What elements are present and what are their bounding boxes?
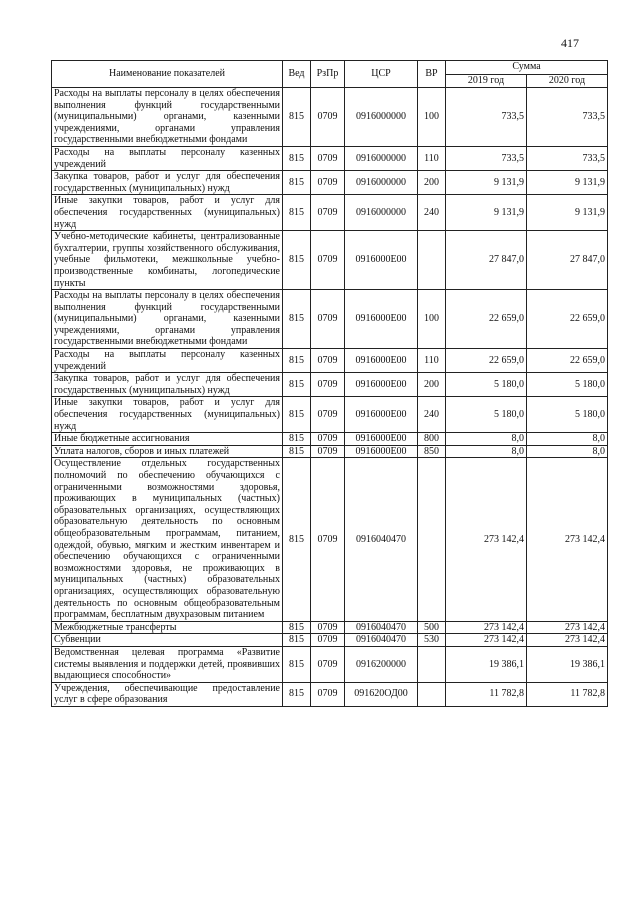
cell-ved: 815 [283,146,311,170]
cell-rzpr: 0709 [311,195,345,231]
cell-2020: 5 180,0 [527,397,608,433]
cell-name: Закупка товаров, работ и услуг для обеспечения государственных (муниципальных) нужд [52,171,283,195]
cell-name: Расходы на выплаты персоналу казенных учреждений [52,349,283,373]
cell-ved: 815 [283,231,311,290]
cell-name: Уплата налогов, сборов и иных платежей [52,445,283,458]
cell-2020: 22 659,0 [527,290,608,349]
cell-2019: 27 847,0 [446,231,527,290]
cell-2020: 273 142,4 [527,458,608,621]
table-row [52,195,608,231]
cell-rzpr: 0709 [311,433,345,446]
cell-rzpr: 0709 [311,682,345,706]
cell-name: Закупка товаров, работ и услуг для обеспечения государственных (муниципальных) нужд [52,373,283,397]
cell-vr: 800 [418,433,446,446]
cell-2020: 9 131,9 [527,171,608,195]
cell-2019: 733,5 [446,88,527,147]
cell-vr: 100 [418,88,446,147]
cell-2020: 11 782,8 [527,682,608,706]
cell-csr: 091620ОД00 [345,682,418,706]
cell-2019: 22 659,0 [446,349,527,373]
table-row [52,349,608,373]
table-row [52,621,608,634]
cell-ved: 815 [283,349,311,373]
header-year-2020: 2020 год [527,74,608,88]
cell-ved: 815 [283,433,311,446]
cell-2019: 9 131,9 [446,195,527,231]
cell-csr: 0916200000 [345,646,418,682]
cell-2020: 8,0 [527,445,608,458]
header-rzpr: РзПр [311,61,345,88]
cell-vr: 500 [418,621,446,634]
cell-ved: 815 [283,458,311,621]
cell-2019: 733,5 [446,146,527,170]
table-row [52,88,608,147]
cell-vr: 110 [418,146,446,170]
cell-2019: 5 180,0 [446,373,527,397]
cell-vr: 530 [418,634,446,647]
cell-rzpr: 0709 [311,445,345,458]
cell-csr: 0916000Е00 [345,231,418,290]
table-row [52,458,608,621]
table-row [52,634,608,647]
cell-ved: 815 [283,682,311,706]
header-ved: Вед [283,61,311,88]
cell-csr: 0916040470 [345,458,418,621]
cell-rzpr: 0709 [311,397,345,433]
cell-ved: 815 [283,195,311,231]
cell-2019: 273 142,4 [446,458,527,621]
cell-name: Расходы на выплаты персоналу в целях обеспечения выполнения функций государственными (муниципальными) органами, казенными учреждениями, органами управления государственными внебюджетными фондами [52,88,283,147]
cell-ved: 815 [283,397,311,433]
cell-csr: 0916000Е00 [345,397,418,433]
cell-2020: 8,0 [527,433,608,446]
cell-name: Иные бюджетные ассигнования [52,433,283,446]
cell-2019: 9 131,9 [446,171,527,195]
cell-name: Ведомственная целевая программа «Развитие системы выявления и поддержки детей, проявивших выдающиеся способности» [52,646,283,682]
cell-ved: 815 [283,445,311,458]
cell-rzpr: 0709 [311,171,345,195]
cell-rzpr: 0709 [311,349,345,373]
cell-csr: 0916000000 [345,146,418,170]
cell-2019: 11 782,8 [446,682,527,706]
cell-ved: 815 [283,290,311,349]
cell-rzpr: 0709 [311,373,345,397]
table-row [52,445,608,458]
table-row [52,231,608,290]
budget-table [51,60,608,707]
cell-2019: 22 659,0 [446,290,527,349]
cell-2020: 27 847,0 [527,231,608,290]
table-row [52,373,608,397]
cell-name: Иные закупки товаров, работ и услуг для обеспечения государственных (муниципальных) нужд [52,195,283,231]
cell-name: Расходы на выплаты персоналу казенных учреждений [52,146,283,170]
cell-2020: 19 386,1 [527,646,608,682]
cell-2020: 273 142,4 [527,634,608,647]
cell-csr: 0916000Е00 [345,445,418,458]
cell-rzpr: 0709 [311,646,345,682]
cell-csr: 0916000Е00 [345,433,418,446]
cell-csr: 0916040470 [345,621,418,634]
cell-vr [418,231,446,290]
cell-ved: 815 [283,171,311,195]
cell-2019: 273 142,4 [446,634,527,647]
cell-vr: 240 [418,397,446,433]
header-name: Наименование показателей [52,61,283,88]
cell-ved: 815 [283,646,311,682]
table-body [52,88,608,707]
cell-2019: 5 180,0 [446,397,527,433]
table-row [52,433,608,446]
table-row [52,290,608,349]
cell-rzpr: 0709 [311,231,345,290]
cell-rzpr: 0709 [311,458,345,621]
cell-name: Субвенции [52,634,283,647]
cell-vr [418,646,446,682]
cell-rzpr: 0709 [311,621,345,634]
cell-vr: 110 [418,349,446,373]
cell-vr: 240 [418,195,446,231]
cell-2020: 733,5 [527,88,608,147]
table-row [52,682,608,706]
cell-ved: 815 [283,88,311,147]
cell-name: Учебно-методические кабинеты, централизованные бухгалтерии, группы хозяйственного обслуживания, учебные фильмотеки, межшкольные учебно-производственные комбинаты, логопедические пункты [52,231,283,290]
cell-vr: 200 [418,171,446,195]
cell-rzpr: 0709 [311,290,345,349]
cell-vr: 850 [418,445,446,458]
cell-2020: 9 131,9 [527,195,608,231]
cell-ved: 815 [283,373,311,397]
cell-name: Расходы на выплаты персоналу в целях обеспечения выполнения функций государственными (муниципальными) органами, казенными учреждениями, органами управления государственными внебюджетными фондами [52,290,283,349]
cell-2020: 733,5 [527,146,608,170]
table-row [52,646,608,682]
cell-csr: 0916040470 [345,634,418,647]
header-vr: ВР [418,61,446,88]
cell-csr: 0916000000 [345,88,418,147]
cell-ved: 815 [283,621,311,634]
header-row [52,61,608,75]
cell-ved: 815 [283,634,311,647]
cell-2020: 5 180,0 [527,373,608,397]
header-csr: ЦСР [345,61,418,88]
cell-name: Иные закупки товаров, работ и услуг для обеспечения государственных (муниципальных) нужд [52,397,283,433]
cell-2020: 273 142,4 [527,621,608,634]
cell-2019: 19 386,1 [446,646,527,682]
cell-rzpr: 0709 [311,146,345,170]
cell-vr: 200 [418,373,446,397]
cell-2020: 22 659,0 [527,349,608,373]
header-sum: Сумма [446,61,608,75]
cell-vr [418,458,446,621]
table-row [52,171,608,195]
header-year-2019: 2019 год [446,74,527,88]
cell-csr: 0916000Е00 [345,290,418,349]
cell-rzpr: 0709 [311,634,345,647]
cell-name: Осуществление отдельных государственных полномочий по обеспечению обучающихся с ограниченными возможностями здоровья, проживающих в муниципальных (частных) образовательных организациях, осуществляющих образовательную деятельность по основным общеобразовательным программам, питанием, одеждой, обувью, мягким и жестким инвентарем и обеспечению обучающихся с ограниченными возможностями здоровья, не проживающих в муниципальных (частных) образовательных организациях, осуществляющих образовательную деятельность по основным общеобразовательным программам, бесплатным двухразовым питанием [52,458,283,621]
table-row [52,146,608,170]
cell-2019: 273 142,4 [446,621,527,634]
cell-name: Учреждения, обеспечивающие предоставление услуг в сфере образования [52,682,283,706]
page-number: 417 [561,36,579,50]
cell-csr: 0916000Е00 [345,373,418,397]
cell-csr: 0916000000 [345,171,418,195]
cell-2019: 8,0 [446,445,527,458]
table-row [52,397,608,433]
cell-rzpr: 0709 [311,88,345,147]
cell-vr: 100 [418,290,446,349]
cell-2019: 8,0 [446,433,527,446]
cell-csr: 0916000Е00 [345,349,418,373]
cell-name: Межбюджетные трансферты [52,621,283,634]
cell-csr: 0916000000 [345,195,418,231]
cell-vr [418,682,446,706]
